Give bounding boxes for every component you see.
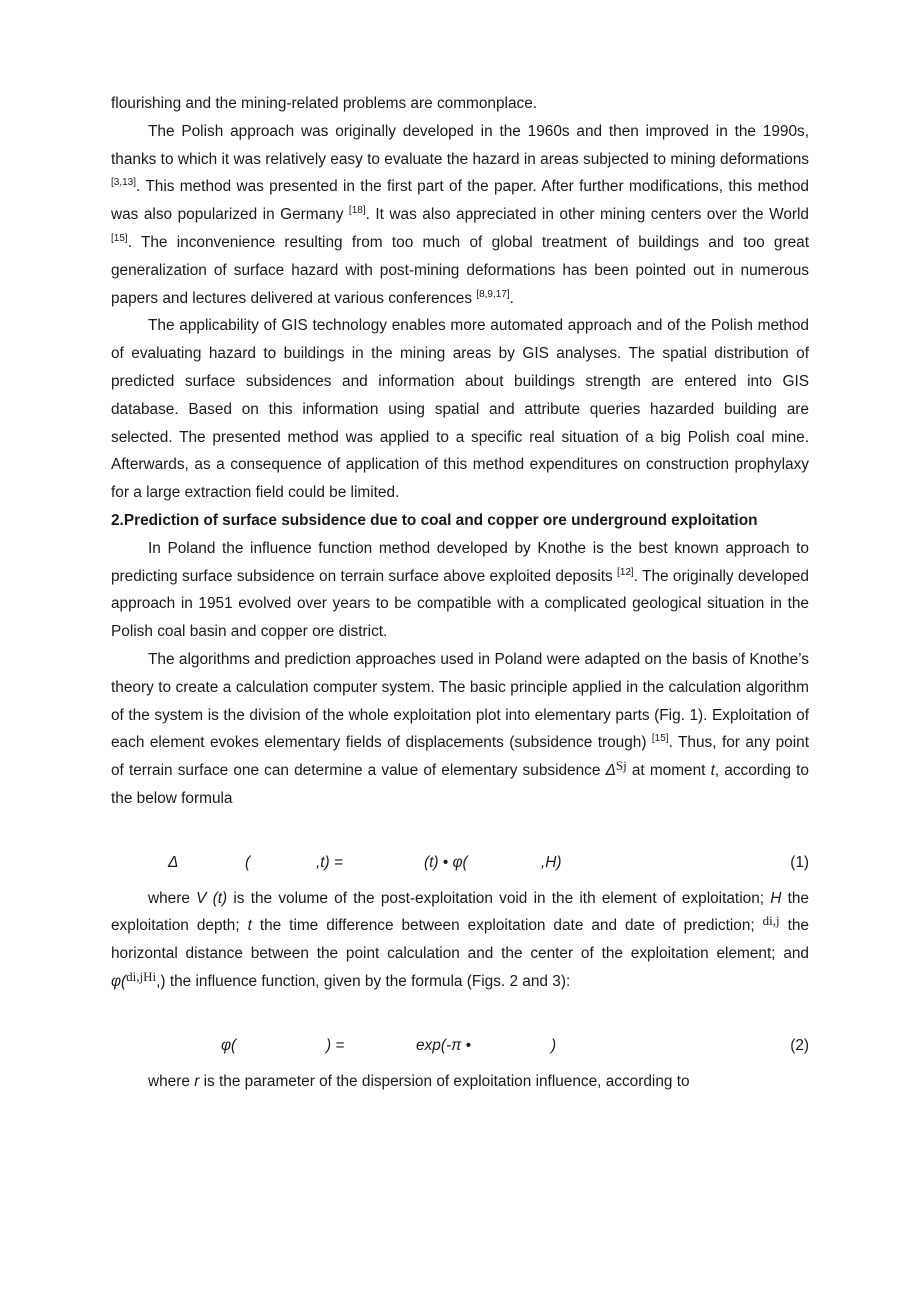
equation-1: [111, 849, 809, 877]
text: . It was also appreciated in other mining centers over the World: [365, 206, 809, 224]
text: the horizontal distance between the point calculation and the center of the exploitation element; and: [111, 917, 809, 963]
page-body: [111, 90, 809, 1095]
text: ,) the influence function, given by the formula (Figs. 2 and 3):: [156, 972, 571, 990]
citation: [3,13]: [111, 177, 137, 189]
eq2-exp: exp(-π •: [416, 1036, 472, 1054]
time-symbol: t: [710, 762, 715, 780]
time-symbol: t: [247, 917, 252, 935]
phi-symbol: φ(: [111, 972, 127, 990]
eq1-middle: (t) • φ(: [424, 853, 468, 871]
citation: [12]: [617, 566, 634, 578]
eq2-phi: φ(: [221, 1036, 237, 1054]
paragraph-gis: The applicability of GIS technology enables more automated approach and of the Polish method of evaluating hazard to buildings in the mining areas by GIS analyses. The spatial distribution of predicted surface subsidences and information about buildings strength are entered into GIS database. Based on this information using spatial and attribute queries hazarded building are selected. The presented method was applied to a specific real situation of a big Polish coal mine. Afterwards, as a consequence of application of this method expenditures on construction prophylaxy for a large extraction field could be limited.: [111, 317, 809, 502]
text: .: [509, 289, 514, 307]
text: , according to the below formula: [111, 762, 809, 807]
eq1-delta: Δ: [168, 853, 179, 871]
spacer: [111, 1060, 809, 1068]
text: . This method was presented in the first part of the paper. After further modifications, this method was also popularized in Germany: [111, 178, 809, 224]
dispersion-symbol: r: [194, 1072, 200, 1090]
eq1-end: ,H): [541, 853, 562, 871]
text: . The originally developed approach in 1951 evolved over years to be compatible with a complicated geological situation in the Polish coal basin and copper ore district.: [111, 567, 809, 641]
paragraph-where-2: [111, 1068, 809, 1096]
text: The Polish approach was originally developed in the 1960s and then improved in the 1990s, thanks to which it was relatively easy to evaluate the hazard in areas subjected to mining deformations: [111, 122, 809, 168]
equation-number: (1): [790, 853, 809, 871]
text: is the parameter of the dispersion of exploitation influence, according to: [199, 1072, 690, 1090]
paragraph-continuation: flourishing and the mining-related problems are commonplace.: [111, 95, 538, 112]
citation: [18]: [348, 205, 366, 217]
equation-2: [111, 1032, 809, 1060]
spacer: [111, 813, 809, 849]
equation-number: (2): [790, 1036, 809, 1054]
paragraph-knothe: [111, 535, 809, 646]
depth-symbol: H: [770, 889, 782, 907]
text: . The inconvenience resulting from too much of global treatment of buildings and too great generalization of surface hazard with post-mining deformations has been pointed out in numerous papers and lectures delivered at various conferences: [111, 233, 809, 307]
delta-symbol: Δ: [605, 762, 616, 780]
distance-symbol: di,j: [762, 913, 780, 929]
paragraph-where-1: [111, 885, 809, 996]
text: . Thus, for any point of terrain surface one can determine a value of elementary subsidence: [111, 734, 809, 780]
text: the exploitation depth;: [111, 889, 809, 935]
citation: [15]: [111, 232, 128, 244]
spacer: [111, 877, 809, 885]
volume-symbol: V (t): [196, 889, 228, 907]
eq1-paren: (: [245, 853, 251, 871]
eq2-close: ) =: [326, 1036, 345, 1054]
text: the time difference between exploitation date and date of prediction;: [251, 917, 763, 935]
text: at moment: [626, 762, 711, 780]
eq2-end: ): [551, 1036, 557, 1054]
section-heading: 2.Prediction of surface subsidence due to coal and copper ore underground exploitation: [111, 511, 758, 529]
eq1-time-part: ,t) =: [316, 853, 343, 871]
text: where: [148, 889, 197, 907]
text: where: [148, 1072, 195, 1090]
citation: [8,9,17]: [476, 288, 510, 300]
text: The algorithms and prediction approaches used in Poland were adapted on the basis of Knothe’s theory to create a calculation computer system. The basic principle applied in the calculation algorithm of the system is the division of the whole exploitation plot into elementary parts (Fig. 1). Exploitation of each element evokes elementary fields of displacements (subsidence trough): [111, 650, 809, 752]
paragraph-algorithms: [111, 646, 809, 813]
text: In Poland the influence function method developed by Knothe is the best known approach to predicting surface subsidence on terrain surface above exploited deposits: [111, 539, 809, 585]
subsidence-symbol: Sj: [615, 758, 627, 774]
influence-args: di,jHi: [126, 968, 157, 984]
text: is the volume of the post-exploitation void in the ith element of exploitation;: [227, 889, 771, 907]
paragraph-polish-approach: [111, 118, 809, 313]
citation: [15]: [651, 733, 669, 745]
spacer: [111, 996, 809, 1032]
